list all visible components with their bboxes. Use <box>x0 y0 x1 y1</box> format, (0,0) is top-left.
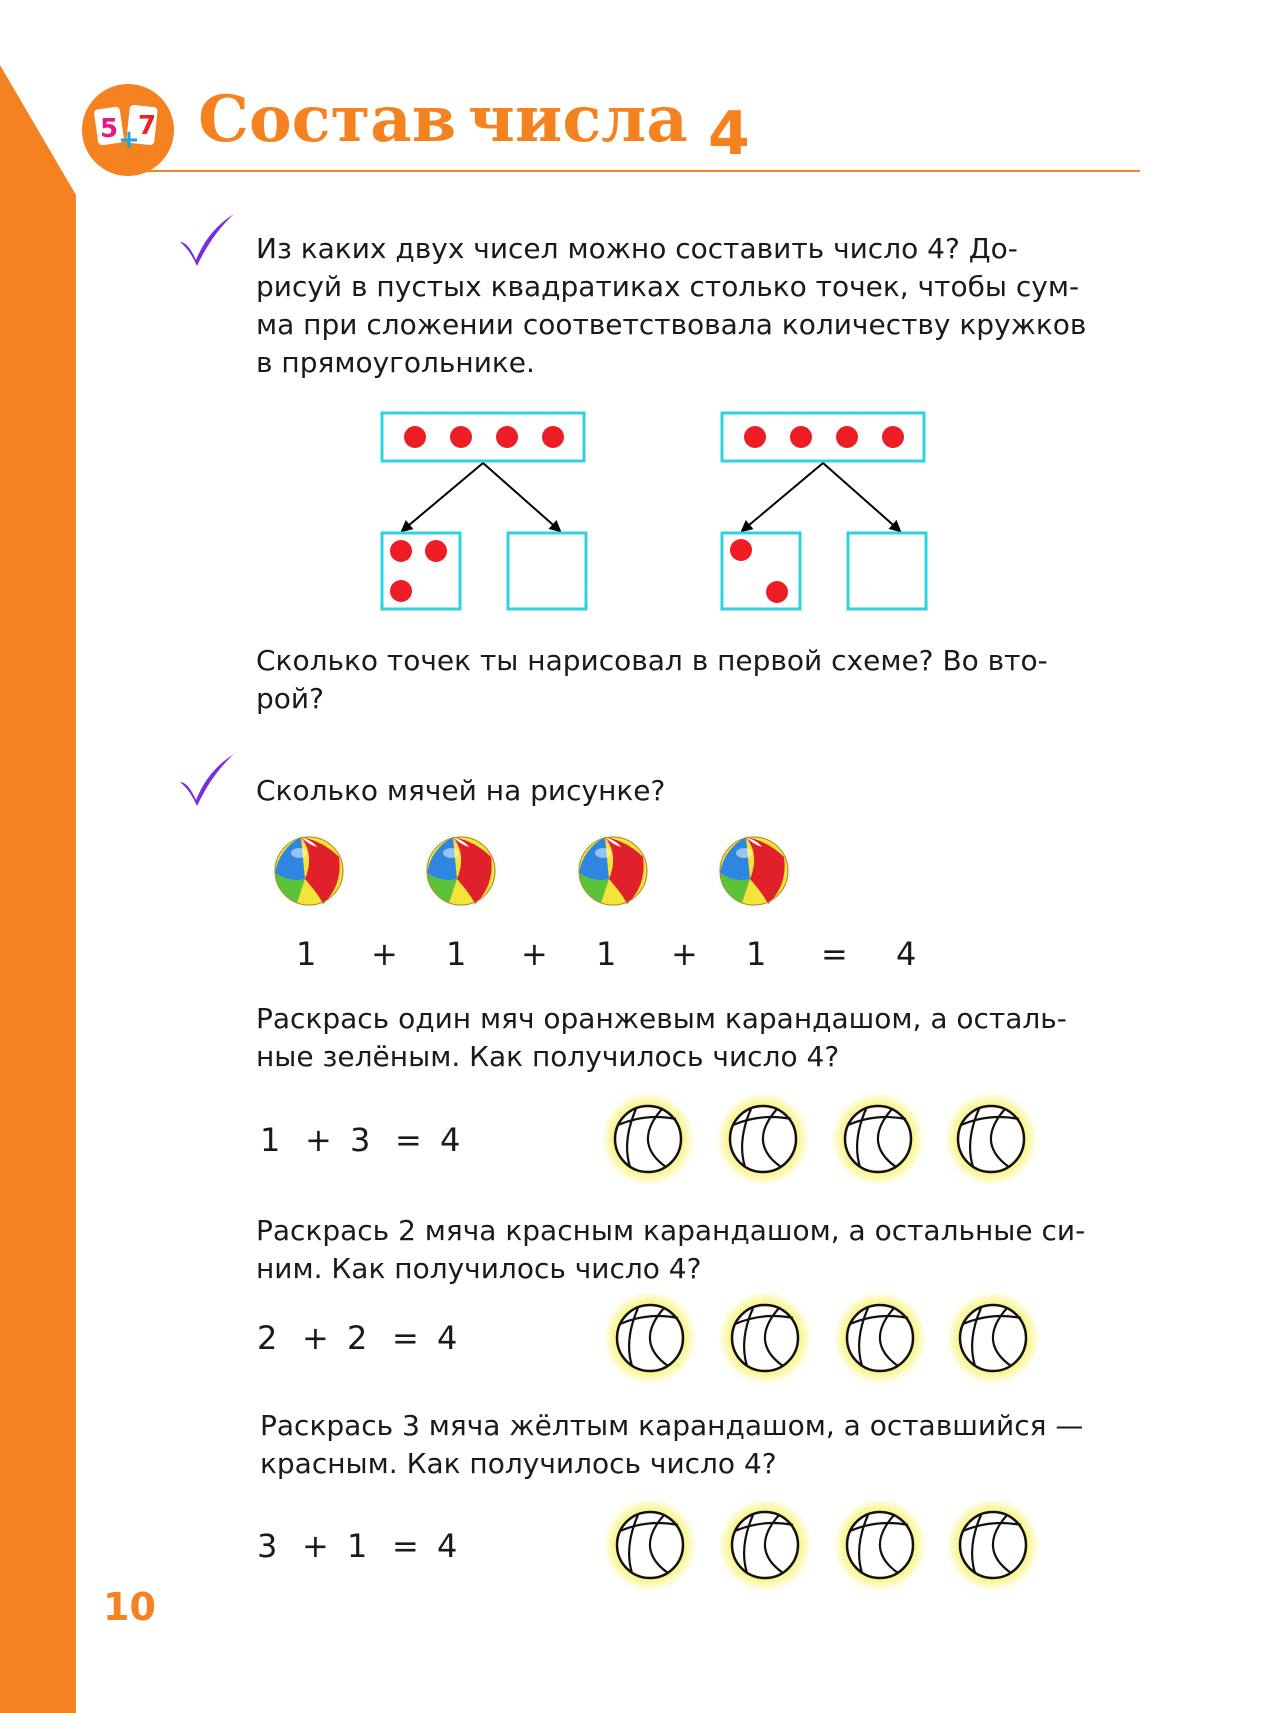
eq-term: + <box>302 1319 329 1357</box>
part2-text <box>256 1212 1130 1288</box>
sum-term: 1 <box>296 935 317 973</box>
dot <box>390 540 412 562</box>
sum-term: 1 <box>446 935 467 973</box>
ball-outline-icon <box>603 1500 697 1590</box>
dot <box>542 426 564 448</box>
part3-line: Раскрась 3 мяча жёлтым карандашом, а оставшийся — <box>260 1409 1084 1442</box>
ball-icon <box>421 831 501 911</box>
task2-question: Сколько мячей на рисунке? <box>256 774 666 807</box>
dot <box>836 426 858 448</box>
empty-right-box <box>508 533 586 609</box>
checkmark-icon <box>176 212 236 268</box>
eq-term: + <box>305 1121 332 1159</box>
sum-equation <box>296 935 936 973</box>
badge-operator: + <box>118 125 140 155</box>
sum-term: 4 <box>896 935 917 973</box>
sum-term: + <box>371 935 398 973</box>
dot <box>790 426 812 448</box>
ball-icon <box>573 831 653 911</box>
task1-text <box>256 230 1130 382</box>
page-number: 10 <box>103 1585 156 1629</box>
checkmark-icon <box>176 752 236 808</box>
dot <box>766 581 788 603</box>
math-badge-icon <box>80 82 176 178</box>
badge-digit-right: 7 <box>138 111 157 141</box>
ball-outline-icon <box>833 1293 927 1383</box>
eq-term: 4 <box>440 1121 461 1159</box>
question-line: рой? <box>256 682 324 715</box>
title-underline <box>138 170 1140 172</box>
eq-term: 4 <box>437 1319 458 1357</box>
sum-term: 1 <box>746 935 767 973</box>
ball-icon <box>714 831 794 911</box>
balls-to-color-row-3 <box>598 1500 1048 1590</box>
balls-to-color-row-1 <box>598 1094 1048 1184</box>
part2-line: Раскрась 2 мяча красным карандашом, а остальные си- <box>256 1214 1086 1247</box>
ball-outline-icon <box>831 1094 925 1184</box>
task1-line: Из каких двух чисел можно составить число 4? До- <box>256 232 1018 265</box>
title-word-1: Состав <box>198 82 457 157</box>
dot <box>744 426 766 448</box>
dot <box>390 580 412 602</box>
diagram-1 <box>382 413 586 609</box>
ball-outline-icon <box>946 1500 1040 1590</box>
dot <box>404 426 426 448</box>
ball-outline-icon <box>718 1500 812 1590</box>
eq-term: + <box>302 1527 329 1565</box>
part3-text <box>260 1407 1130 1483</box>
eq-term: 4 <box>437 1527 458 1565</box>
title-number: 4 <box>708 99 750 169</box>
task1-line: ма при сложении соответствовала количеству кружков <box>256 308 1087 341</box>
part1-line: Раскрась один мяч оранжевым карандашом, а осталь- <box>256 1002 1067 1035</box>
dot <box>425 540 447 562</box>
ball-outline-icon <box>718 1293 812 1383</box>
sum-term: + <box>521 935 548 973</box>
dot <box>450 426 472 448</box>
task1-line: в прямоугольнике. <box>256 346 535 379</box>
eq-term: = <box>392 1319 419 1357</box>
part1-text <box>256 1000 1130 1076</box>
part1-line: ные зелёным. Как получилось число 4? <box>256 1040 840 1073</box>
number-composition-diagrams <box>370 405 940 617</box>
ball-outline-icon <box>944 1094 1038 1184</box>
eq-term: 2 <box>347 1319 368 1357</box>
ball-outline-icon <box>946 1293 1040 1383</box>
eq-term: 3 <box>350 1121 371 1159</box>
eq-term: 2 <box>257 1319 278 1357</box>
eq-term: = <box>395 1121 422 1159</box>
colored-balls <box>268 830 808 912</box>
question-line: Сколько точек ты нарисовал в первой схеме? Во вто- <box>256 644 1048 677</box>
empty-right-box <box>848 533 926 609</box>
eq-term: 1 <box>347 1527 368 1565</box>
dot <box>496 426 518 448</box>
part2-line: ним. Как получилось число 4? <box>256 1252 702 1285</box>
diagram-2 <box>722 413 926 609</box>
sum-term: 1 <box>596 935 617 973</box>
ball-outline-icon <box>601 1094 695 1184</box>
ball-outline-icon <box>716 1094 810 1184</box>
ball-outline-icon <box>833 1500 927 1590</box>
equation-1 <box>260 1121 470 1159</box>
badge-digit-left: 5 <box>100 114 119 144</box>
title-word-2: числа <box>468 82 688 157</box>
equation-2 <box>257 1319 467 1357</box>
ball-outline-icon <box>603 1293 697 1383</box>
eq-term: 3 <box>257 1527 278 1565</box>
sum-term: + <box>671 935 698 973</box>
task1-line: рисуй в пустых квадратиках столько точек, чтобы сум- <box>256 270 1080 303</box>
eq-term: = <box>392 1527 419 1565</box>
eq-term: 1 <box>260 1121 281 1159</box>
dot <box>882 426 904 448</box>
task1-question <box>256 642 1130 718</box>
equation-3 <box>257 1527 467 1565</box>
ball-icon <box>269 831 349 911</box>
part3-line: красным. Как получилось число 4? <box>260 1447 777 1480</box>
dot <box>730 539 752 561</box>
sum-term: = <box>821 935 848 973</box>
balls-to-color-row-2 <box>598 1293 1048 1383</box>
